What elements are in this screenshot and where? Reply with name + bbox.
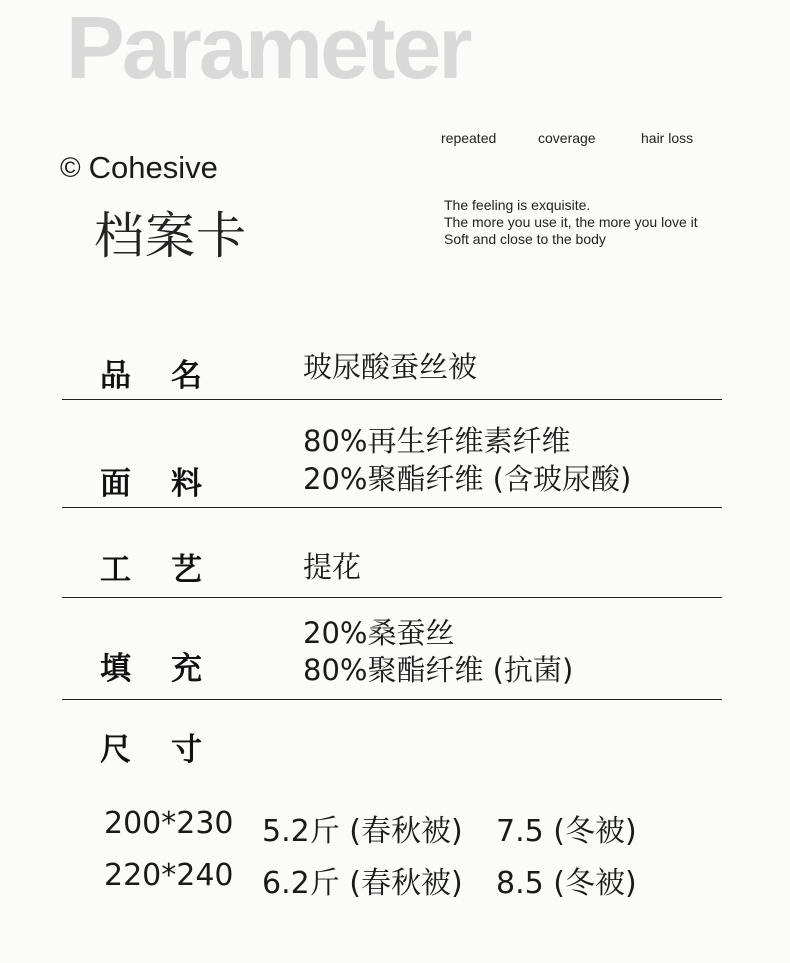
tag-coverage: coverage bbox=[538, 130, 596, 146]
spec-row-size bbox=[62, 724, 722, 776]
size-dimension: 200*230 bbox=[104, 806, 234, 841]
tag-repeated: repeated bbox=[441, 130, 497, 146]
tagline: The more you use it, the more you love it bbox=[444, 214, 698, 230]
copyright-icon: © bbox=[60, 152, 81, 183]
divider bbox=[62, 597, 722, 598]
divider bbox=[62, 507, 722, 508]
size-spring-autumn-weight: 6.2斤 (春秋被) bbox=[262, 866, 463, 901]
spec-label: 工艺 bbox=[100, 552, 242, 588]
divider bbox=[62, 699, 722, 700]
divider bbox=[62, 399, 722, 400]
spec-row-name bbox=[62, 347, 722, 399]
spec-value: 80%再生纤维素纤维 bbox=[303, 424, 571, 458]
spec-row-fabric bbox=[62, 420, 722, 508]
spec-value: 玻尿酸蚕丝被 bbox=[303, 350, 478, 384]
spec-row-filling bbox=[62, 612, 722, 700]
spec-value: 提花 bbox=[303, 550, 362, 584]
size-spring-autumn-weight: 5.2斤 (春秋被) bbox=[262, 814, 463, 849]
tagline: The feeling is exquisite. bbox=[444, 197, 591, 213]
spec-label: 尺寸 bbox=[100, 732, 242, 768]
hero-title: Parameter bbox=[66, 0, 470, 97]
brand-name: Cohesive bbox=[88, 150, 218, 185]
spec-label: 品名 bbox=[100, 358, 242, 394]
spec-label: 面料 bbox=[100, 466, 242, 502]
size-winter-weight: 8.5 (冬被) bbox=[496, 866, 637, 901]
taglines bbox=[444, 197, 698, 248]
size-winter-weight: 7.5 (冬被) bbox=[496, 814, 637, 849]
spec-value: 20%桑蚕丝 bbox=[303, 616, 455, 650]
tag-hair-loss: hair loss bbox=[641, 130, 694, 146]
size-dimension: 220*240 bbox=[104, 858, 234, 893]
spec-value: 20%聚酯纤维 (含玻尿酸) bbox=[303, 462, 632, 496]
spec-row-craft bbox=[62, 544, 722, 596]
tagline: Soft and close to the body bbox=[444, 231, 606, 247]
brand bbox=[60, 150, 218, 186]
page-subtitle: 档案卡 bbox=[94, 207, 247, 265]
spec-value: 80%聚酯纤维 (抗菌) bbox=[303, 653, 574, 687]
spec-label: 填充 bbox=[100, 651, 242, 687]
